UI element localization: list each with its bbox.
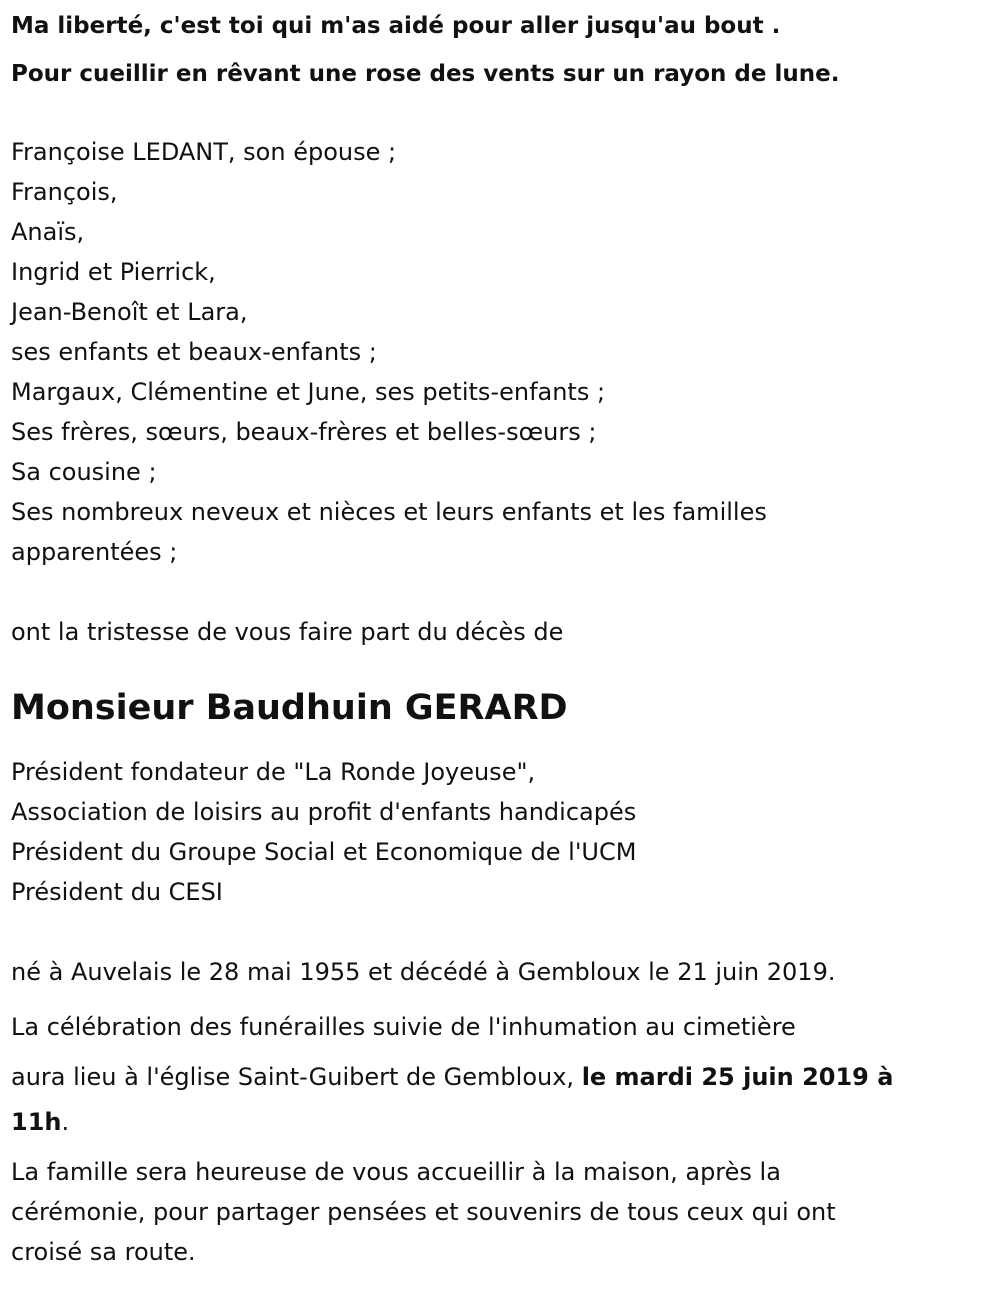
title-line: Association de loisirs au profit d'enfants handicapés bbox=[11, 798, 637, 826]
family-list bbox=[11, 132, 991, 572]
funeral-line-3 bbox=[11, 1102, 991, 1142]
reception-paragraph bbox=[11, 1152, 991, 1272]
family-line: Ingrid et Pierrick, bbox=[11, 258, 216, 286]
title-line: Président du CESI bbox=[11, 878, 223, 906]
title-line: Président fondateur de "La Ronde Joyeuse", bbox=[11, 758, 536, 786]
family-line: Ses nombreux neveux et nièces et leurs enfants et les familles bbox=[11, 498, 767, 526]
family-line: Sa cousine ; bbox=[11, 458, 157, 486]
obituary-notice bbox=[11, 0, 991, 1272]
family-line: François, bbox=[11, 178, 118, 206]
funeral-date: le mardi 25 juin 2019 à bbox=[581, 1063, 894, 1091]
title-line: Président du Groupe Social et Economique de l'UCM bbox=[11, 838, 637, 866]
funeral-details bbox=[11, 1002, 991, 1142]
birth-death-dates: né à Auvelais le 28 mai 1955 et décédé à Gembloux le 21 juin 2019. bbox=[11, 958, 836, 986]
family-line: Françoise LEDANT, son épouse ; bbox=[11, 138, 397, 166]
family-line: apparentées ; bbox=[11, 538, 178, 566]
funeral-time: 11h bbox=[11, 1108, 62, 1136]
family-line: Ses frères, sœurs, beaux-frères et belles-sœurs ; bbox=[11, 418, 597, 446]
deceased-name: Monsieur Baudhuin GERARD bbox=[11, 688, 568, 728]
funeral-location: aura lieu à l'église Saint-Guibert de Gembloux, bbox=[11, 1063, 582, 1091]
titles-list bbox=[11, 752, 991, 912]
family-line: Jean-Benoît et Lara, bbox=[11, 298, 248, 326]
funeral-line-3-suffix: . bbox=[61, 1108, 70, 1136]
family-line: Margaux, Clémentine et June, ses petits-enfants ; bbox=[11, 378, 606, 406]
epigraph-line-2: Pour cueillir en rêvant une rose des vents sur un rayon de lune. bbox=[11, 61, 840, 87]
reception-line: La famille sera heureuse de vous accueillir à la maison, après la bbox=[11, 1158, 781, 1186]
family-line: Anaïs, bbox=[11, 218, 85, 246]
funeral-line-2 bbox=[11, 1052, 991, 1102]
reception-line: cérémonie, pour partager pensées et souvenirs de tous ceux qui ont bbox=[11, 1198, 836, 1226]
announcement-text: ont la tristesse de vous faire part du décès de bbox=[11, 618, 564, 646]
family-line: ses enfants et beaux-enfants ; bbox=[11, 338, 377, 366]
funeral-line-1: La célébration des funérailles suivie de l'inhumation au cimetière bbox=[11, 1013, 796, 1041]
epigraph-line-1: Ma liberté, c'est toi qui m'as aidé pour aller jusqu'au bout . bbox=[11, 13, 781, 39]
reception-line: croisé sa route. bbox=[11, 1238, 196, 1266]
